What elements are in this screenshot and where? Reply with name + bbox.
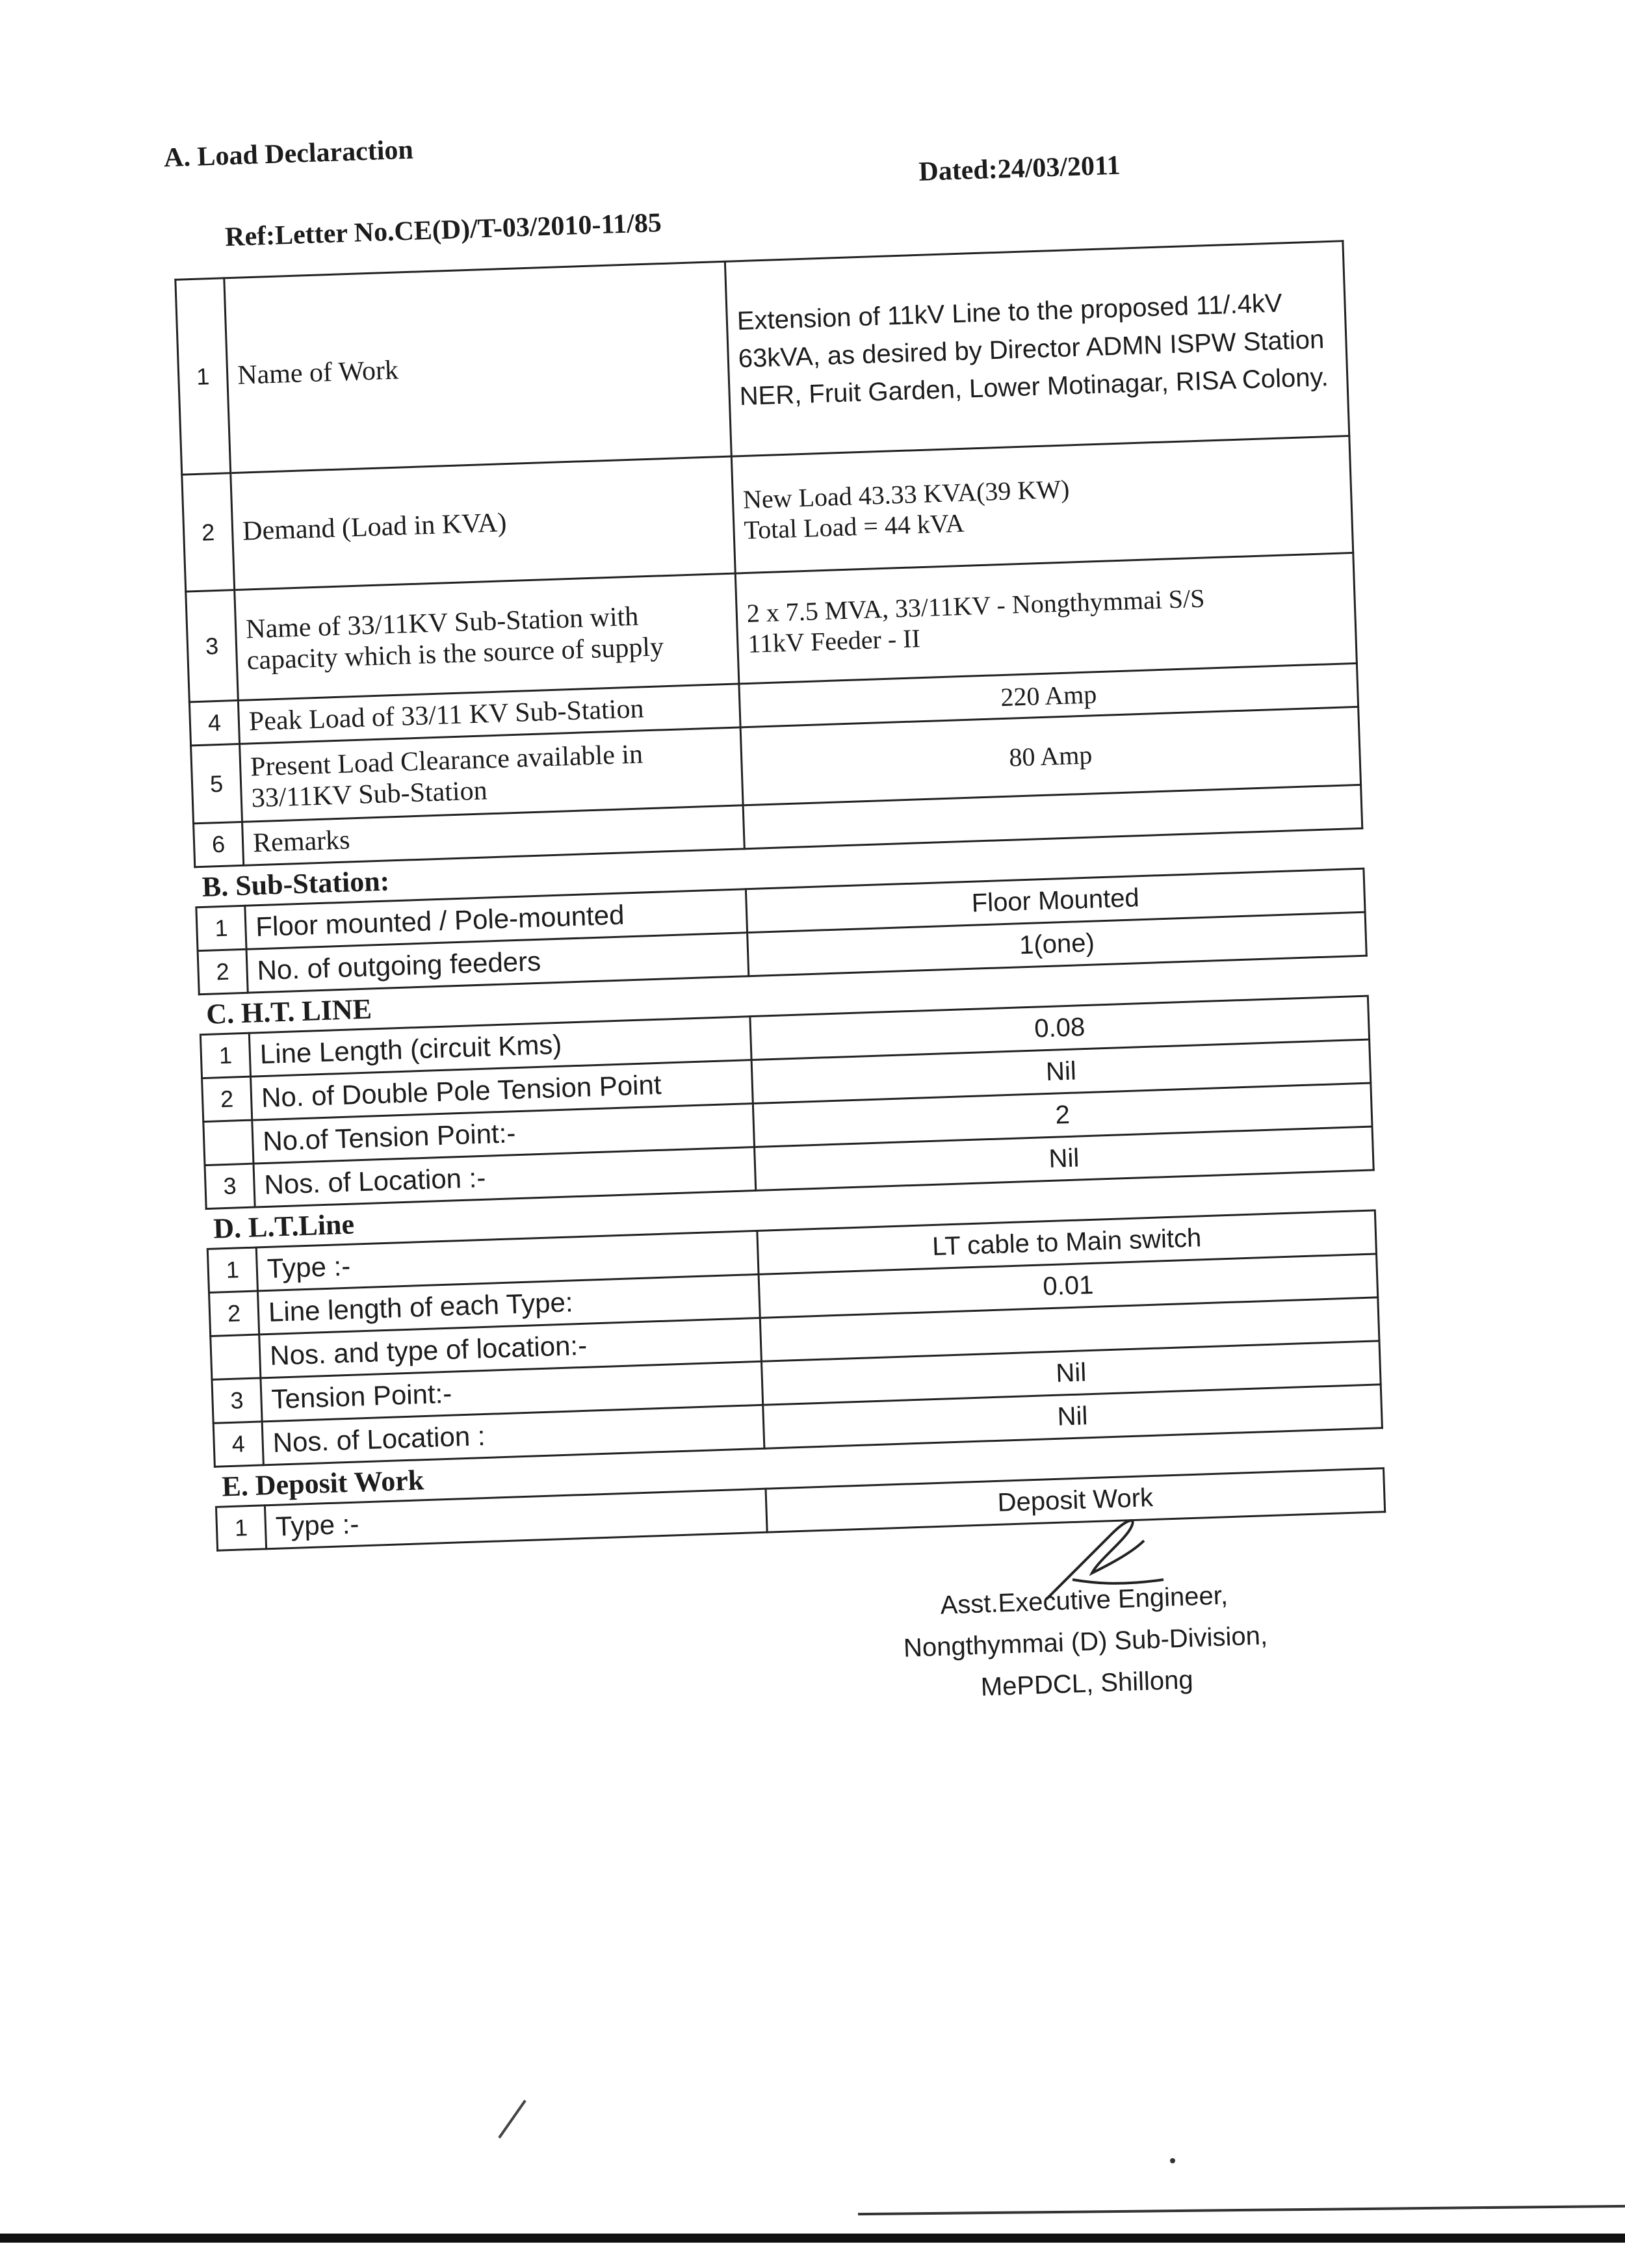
row-value: 0.08: [750, 996, 1370, 1060]
row-number: 3: [205, 1164, 255, 1208]
row-number: 4: [213, 1422, 263, 1466]
row-label: No.of Tension Point:-: [252, 1104, 755, 1164]
section-c-title: C. H.T. LINE: [199, 956, 1368, 1035]
row-label: Demand (Load in KVA): [231, 456, 736, 590]
signature-division: Nongthymmai (D) Sub-Division,: [903, 1621, 1268, 1663]
row-value: 2: [753, 1083, 1372, 1147]
row-value: Floor Mounted: [746, 868, 1365, 932]
row-label: Type :-: [265, 1489, 767, 1549]
row-value: Deposit Work: [766, 1468, 1385, 1532]
row-value: Nil: [751, 1039, 1371, 1103]
row-label: Line Length (circuit Kms): [249, 1017, 751, 1077]
row-label: Nos. of Location :-: [254, 1147, 756, 1208]
row-label: Tension Point:-: [261, 1361, 763, 1422]
row-number: 2: [182, 473, 235, 592]
row-label: Present Load Clearance available in 33/11KV Sub-Station: [240, 727, 744, 822]
row-number: 1: [200, 1033, 250, 1078]
row-label: Nos. of Location :: [262, 1405, 764, 1465]
row-label: No. of Double Pole Tension Point: [251, 1060, 753, 1121]
substation-name: 2 x 7.5 MVA, 33/11KV - Nongthymmai S/S: [746, 583, 1206, 628]
row-number: 1: [207, 1247, 257, 1292]
signature-organization: MePDCL, Shillong: [980, 1665, 1194, 1702]
section-a-title: A. Load Declaraction: [163, 135, 414, 174]
section-d-title: D. L.T.Line: [206, 1170, 1375, 1249]
row-label: Name of 33/11KV Sub-Station with capacity which is the source of supply: [235, 573, 739, 700]
demand-new-load: New Load 43.33 KVA(39 KW): [742, 473, 1070, 514]
row-number: 3: [212, 1378, 262, 1423]
load-clearance-value: 80 Amp: [740, 707, 1360, 805]
row-number: 1: [216, 1505, 266, 1550]
row-label: No. of outgoing feeders: [246, 933, 749, 993]
row-number: 3: [186, 590, 239, 702]
table-row: [176, 241, 1349, 475]
row-number: 1: [176, 278, 231, 475]
row-value: Nil: [761, 1341, 1381, 1405]
stray-dot: [1170, 2158, 1175, 2163]
date-label: Dated:24/03/2011: [918, 150, 1121, 187]
signature-title: Asst.Executive Engineer,: [939, 1581, 1228, 1620]
row-value: LT cable to Main switch: [757, 1210, 1377, 1274]
row-label: Line length of each Type:: [257, 1274, 760, 1335]
row-label: Peak Load of 33/11 KV Sub-Station: [238, 684, 740, 744]
scan-edge-line: [858, 2205, 1625, 2215]
row-number: [203, 1120, 254, 1165]
row-value: Nil: [763, 1385, 1383, 1448]
row-number: 1: [196, 906, 246, 950]
row-number: 6: [194, 822, 244, 867]
signature-block: [837, 1571, 1334, 1713]
reference-letter: Ref:Letter No.CE(D)/T-03/2010-11/85: [224, 207, 662, 253]
row-number: 2: [209, 1291, 259, 1336]
section-b-title: B. Sub-Station:: [195, 828, 1364, 907]
row-label: Type :-: [256, 1231, 759, 1291]
row-label: Remarks: [242, 805, 745, 866]
name-of-work-value: Extension of 11kV Line to the proposed 11/.4kV 63kVA, as desired by Director ADMN ISPW Station NER, Fruit Garden, Lower Motinagar, RISA Colony.: [725, 241, 1349, 456]
load-declaration-table: [174, 240, 1386, 1552]
demand-value: [731, 436, 1353, 573]
row-label: Floor mounted / Pole-mounted: [245, 889, 748, 950]
section-e-title: E. Deposit Work: [214, 1428, 1383, 1507]
row-number: [211, 1335, 261, 1379]
row-label: Nos. and type of location:-: [259, 1318, 762, 1378]
row-number: 4: [189, 700, 239, 745]
stray-pen-mark: [498, 2100, 526, 2139]
row-value: 1(one): [748, 912, 1367, 976]
row-label: Name of Work: [224, 261, 732, 473]
feeder-name: 11kV Feeder - II: [747, 623, 921, 658]
scan-bottom-border: [0, 2234, 1625, 2243]
row-value: 0.01: [759, 1254, 1378, 1318]
load-declaration-form: [150, 75, 1470, 1542]
substation-source-value: [735, 553, 1357, 683]
row-number: 5: [191, 744, 242, 823]
row-number: 2: [202, 1076, 252, 1121]
row-value: Nil: [755, 1127, 1374, 1190]
peak-load-value: 220 Amp: [739, 663, 1358, 727]
demand-total-load: Total Load = 44 kVA: [743, 508, 965, 545]
row-number: 2: [198, 949, 248, 994]
